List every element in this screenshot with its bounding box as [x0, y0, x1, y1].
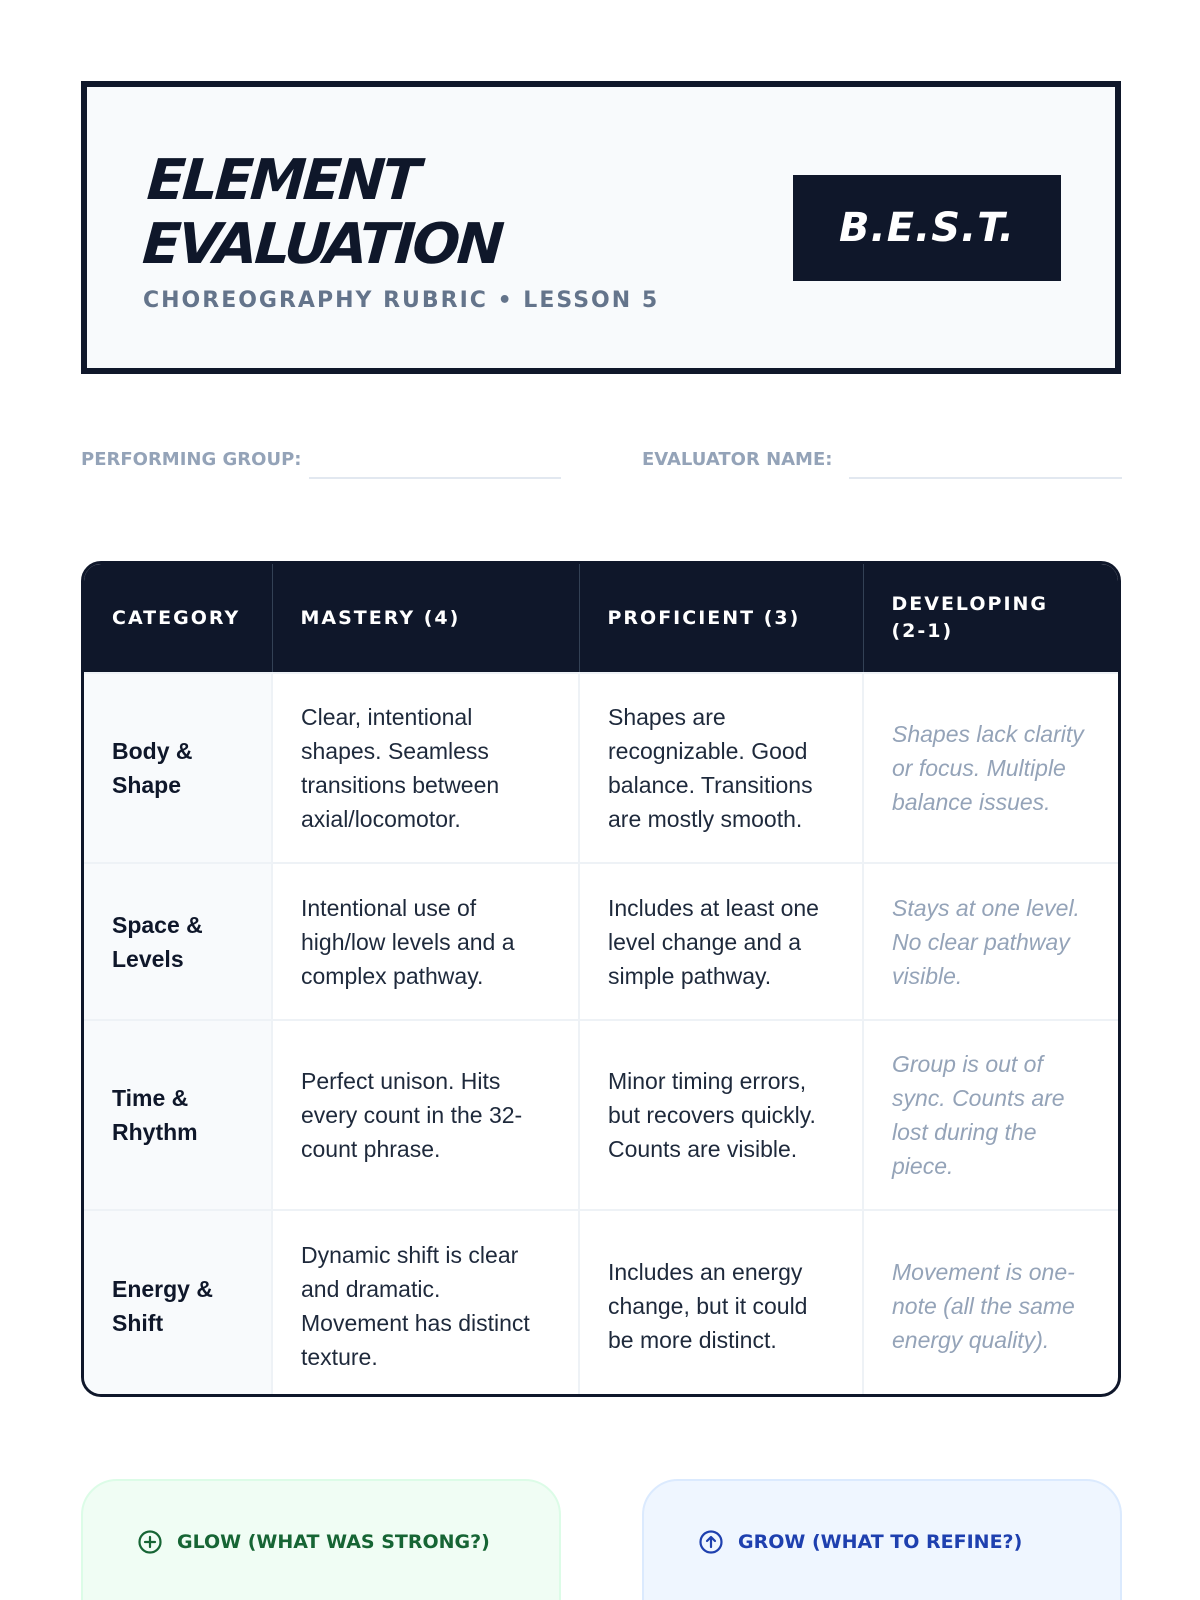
- table-row: [84, 673, 1118, 863]
- glow-card-header: [137, 1529, 490, 1555]
- column-header-mastery: MASTERY (4): [272, 564, 579, 673]
- performing-group-label: PERFORMING GROUP:: [81, 449, 302, 470]
- page-subtitle: CHOREOGRAPHY RUBRIC • LESSON 5: [143, 288, 660, 313]
- mastery-cell: Dynamic shift is clear and dramatic. Movement has distinct texture.: [272, 1210, 579, 1397]
- mastery-cell: Clear, intentional shapes. Seamless transitions between axial/locomotor.: [272, 673, 579, 863]
- mastery-cell: Intentional use of high/low levels and a complex pathway.: [272, 863, 579, 1020]
- title-line-2: EVALUATION: [140, 212, 504, 277]
- category-cell: Energy & Shift: [84, 1210, 272, 1397]
- proficient-cell: Minor timing errors, but recovers quickly. Counts are visible.: [579, 1020, 863, 1210]
- column-header-category: CATEGORY: [84, 564, 272, 673]
- rubric-table: [81, 561, 1121, 1397]
- table-row: [84, 1210, 1118, 1397]
- proficient-cell: Includes at least one level change and a simple pathway.: [579, 863, 863, 1020]
- column-header-developing: DEVELOPING (2-1): [863, 564, 1118, 673]
- category-cell: Time & Rhythm: [84, 1020, 272, 1210]
- mastery-cell: Perfect unison. Hits every count in the 32-count phrase.: [272, 1020, 579, 1210]
- grow-card-header: [698, 1529, 1022, 1555]
- proficient-cell: Includes an energy change, but it could be more distinct.: [579, 1210, 863, 1397]
- grow-label: GROW (WHAT TO REFINE?): [738, 1531, 1023, 1553]
- rubric-header-row: [84, 564, 1118, 673]
- proficient-cell: Shapes are recognizable. Good balance. Transitions are mostly smooth.: [579, 673, 863, 863]
- evaluator-name-label: EVALUATOR NAME:: [642, 449, 833, 470]
- arrow-up-circle-icon: [698, 1529, 724, 1555]
- header-panel: [81, 81, 1121, 374]
- developing-cell: Stays at one level. No clear pathway visible.: [863, 863, 1118, 1020]
- evaluator-name-field[interactable]: [849, 477, 1122, 479]
- category-cell: Body & Shape: [84, 673, 272, 863]
- developing-cell: Movement is one-note (all the same energy quality).: [863, 1210, 1118, 1397]
- performing-group-field[interactable]: [309, 477, 561, 479]
- table-row: [84, 1020, 1118, 1210]
- column-header-proficient: PROFICIENT (3): [579, 564, 863, 673]
- glow-label: GLOW (WHAT WAS STRONG?): [177, 1531, 490, 1553]
- table-row: [84, 863, 1118, 1020]
- developing-cell: Group is out of sync. Counts are lost during the piece.: [863, 1020, 1118, 1210]
- title-line-1: ELEMENT: [145, 148, 420, 213]
- glow-card[interactable]: [81, 1479, 561, 1600]
- best-badge: B.E.S.T.: [793, 175, 1061, 281]
- plus-circle-icon: [137, 1529, 163, 1555]
- category-cell: Space & Levels: [84, 863, 272, 1020]
- page-title: [141, 149, 508, 277]
- developing-cell: Shapes lack clarity or focus. Multiple balance issues.: [863, 673, 1118, 863]
- grow-card[interactable]: [642, 1479, 1122, 1600]
